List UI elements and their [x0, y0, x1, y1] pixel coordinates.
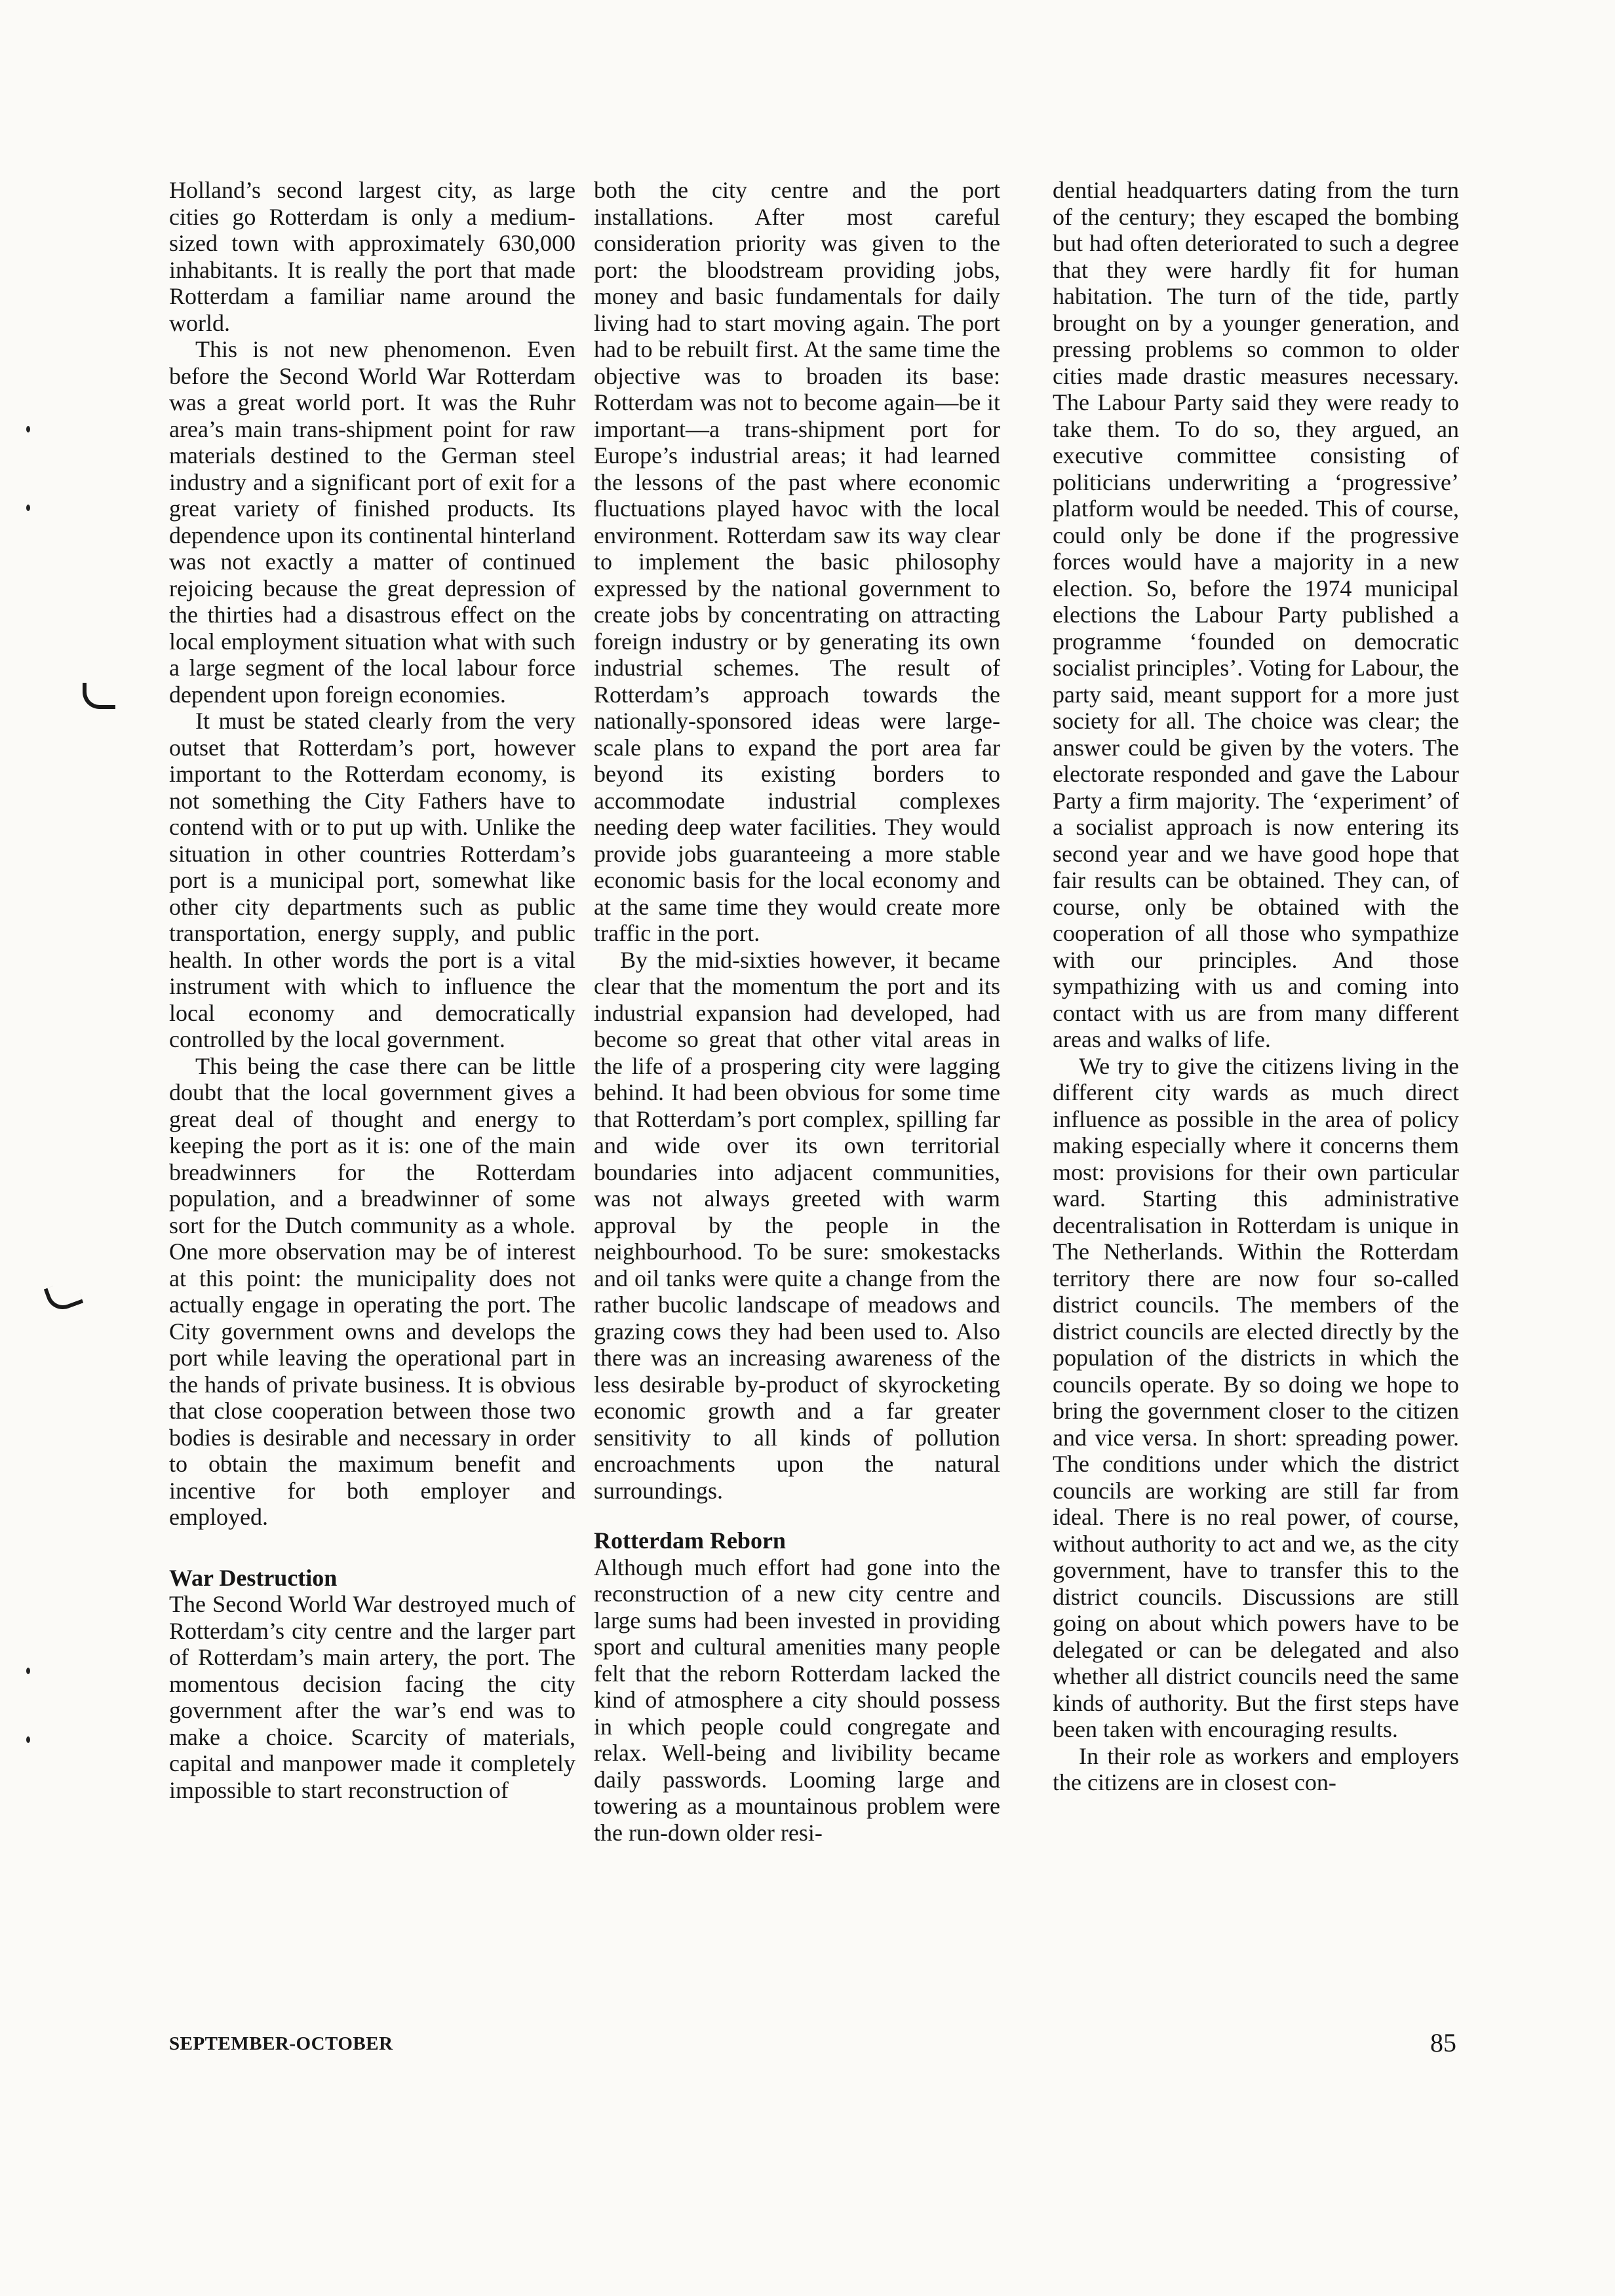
- margin-dot: [26, 426, 30, 432]
- margin-dot: [26, 1736, 30, 1743]
- column-1: [169, 177, 575, 1803]
- paragraph: By the mid-sixties however, it became clear that the momentum the port and its industrial expansion had developed, had become so great that other vital areas in the life of a prospering city were lagging behind. It had been obvious for some time that Rotterdam’s port complex, spilling far and wide over its own territorial boundaries into adjacent communities, was not always greeted with warm approval by the people in the neighbourhood. To be sure: smokestacks and oil tanks were quite a change from the rather bucolic landscape of meadows and grazing cows they had been used to. Also there was an increasing awareness of the less desirable by-product of skyrocketing economic growth and a far greater sensitivity to all kinds of pollution encroachments upon the natural surroundings.: [594, 946, 1000, 1504]
- paragraph: both the city centre and the port installations. After most careful consideration priority was given to the port: the bloodstream providing jobs, money and basic fundamentals for daily living had to start moving again. The port had to be rebuilt first. At the same time the objective was to broaden its base: Rotterdam was not to become again—be it important—a trans-shipment port for Europe’s industrial areas; it had learned the lessons of the past where economic fluctuations played havoc with the local environment. Rotterdam saw its way clear to implement the basic philosophy expressed by the national government to create jobs by concentrating on attracting foreign industry or by generating its own industrial schemes. The result of Rotterdam’s approach towards the nationally-sponsored ideas were large-scale plans to expand the port area far beyond its existing borders to accommodate industrial complexes needing deep water facilities. They would provide jobs guaranteeing a more stable economic basis for the local economy and at the same time they would create more traffic in the port.: [594, 177, 1000, 946]
- margin-mark: [44, 1278, 84, 1314]
- paragraph: Holland’s second largest city, as large cities go Rotterdam is only a medium-sized town with approximately 630,000 inhabitants. It is really the port that made Rotterdam a familiar name around the world.: [169, 177, 575, 336]
- paragraph: The Second World War destroyed much of Rotterdam’s city centre and the larger part of Rotterdam’s main artery, the port. The momentous decision facing the city government after the war’s end was to make a choice. Scarcity of materials, capital and manpower made it completely impossible to start reconstruction of: [169, 1591, 575, 1803]
- paragraph: In their role as workers and employers the citizens are in closest con-: [1053, 1742, 1459, 1795]
- page-number: 85: [1430, 2028, 1456, 2057]
- column-2: [594, 177, 1000, 1846]
- margin-mark: [83, 683, 115, 709]
- paragraph: Although much effort had gone into the reconstruction of a new city centre and large sums had been invested in providing sport and cultural amenities many people felt that the reborn Rotterdam lacked the kind of atmosphere a city should possess in which people could congregate and relax. Well-being and livibility became daily passwords. Looming large and towering as a mountainous problem were the run-down older resi-: [594, 1554, 1000, 1846]
- footer-issue: SEPTEMBER-OCTOBER: [169, 2033, 393, 2054]
- margin-dot: [26, 505, 30, 511]
- paragraph: dential headquarters dating from the turn of the century; they escaped the bombing but had often deteriorated to such a degree that they were hardly fit for human habitation. The turn of the tide, partly brought on by a younger generation, and pressing problems so common to older cities made drastic measures necessary. The Labour Party said they were ready to take them. To do so, they argued, an executive committee consisting of politicians underwriting a ‘progressive’ platform would be needed. This of course, could only be done if the progressive forces would have a majority in a new election. So, before the 1974 municipal elections the Labour Party published a programme ‘founded on democratic socialist principles’. Voting for Labour, the party said, meant support for a more just society for all. The choice was clear; the answer could be given by the voters. The electorate responded and gave the Labour Party a firm majority. The ‘experiment’ of a socialist approach is now entering its second year and we have good hope that fair results can be obtained. They can, of course, only be obtained with the cooperation of all those who sympathize with our principles. And those sympathizing with us and coming into contact with us are from many different areas and walks of life.: [1053, 177, 1459, 1052]
- paragraph: We try to give the citizens living in the different city wards as much direct influence as possible in the area of policy making especially where it concerns them most: provisions for their own particular ward. Starting this administrative decentralisation in Rotterdam is unique in The Netherlands. Within the Rotterdam territory there are now four so-called district councils. The members of the district councils are elected directly by the population of the districts in which the councils operate. By so doing we hope to bring the government closer to the citizen and vice versa. In short: spreading power. The conditions under which the district councils are working are still far from ideal. There is no real power, of course, without authority to act and we, as the city government, have to transfer this to the district councils. Discussions are still going on about which powers have to be delegated or can be delegated and also whether all district councils need the same kinds of authority. But the first steps have been taken with encouraging results.: [1053, 1052, 1459, 1742]
- section-heading-rotterdam-reborn: Rotterdam Reborn: [594, 1527, 786, 1554]
- paragraph: It must be stated clearly from the very outset that Rotterdam’s port, however important to the Rotterdam economy, is not something the City Fathers have to contend with or to put up with. Unlike the situation in other countries Rotterdam’s port is a municipal port, somewhat like other city departments such as public transportation, energy supply, and public health. In other words the port is a vital instrument with which to influence the local economy and democratically controlled by the local government.: [169, 708, 575, 1052]
- section-heading-war-destruction: War Destruction: [169, 1564, 338, 1591]
- paragraph: This being the case there can be little doubt that the local government gives a great deal of thought and energy to keeping the port as it is: one of the main breadwinners for the Rotterdam population, and a breadwinner of some sort for the Dutch community as a whole. One more observation may be of interest at this point: the municipality does not actually engage in operating the port. The City government owns and develops the port while leaving the operational part in the hands of private business. It is obvious that close cooperation between those two bodies is desirable and necessary in order to obtain the maximum benefit and incentive for both employer and employed.: [169, 1052, 575, 1530]
- margin-dot: [26, 1668, 30, 1674]
- paragraph: This is not new phenomenon. Even before the Second World War Rotterdam was a great world port. It was the Ruhr area’s main trans-shipment point for raw materials destined to the German steel industry and a significant port of exit for a great variety of finished products. Its dependence upon its continental hinterland was not exactly a matter of continued rejoicing because the great depression of the thirties had a disastrous effect on the local employment situation what with such a large segment of the local labour force dependent upon foreign economies.: [169, 336, 575, 708]
- column-3: [1053, 177, 1459, 1796]
